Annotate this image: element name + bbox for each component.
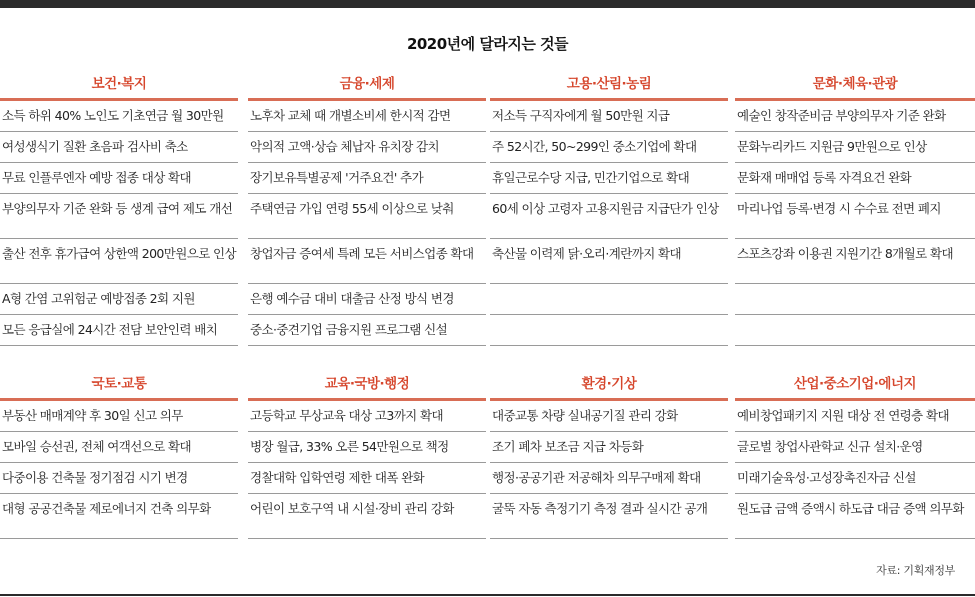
category-finance-tax — [248, 70, 486, 346]
list-item: 문화누리카드 지원금 9만원으로 인상 — [735, 132, 975, 163]
list-item: 은행 예수금 대비 대출금 산정 방식 변경 — [248, 284, 486, 315]
source-note: 자료: 기획재정부 — [876, 564, 955, 577]
list-item: 병장 월급, 33% 오른 54만원으로 책정 — [248, 432, 486, 463]
list-item: 원도급 금액 증액시 하도급 대금 증액 의무화 — [735, 494, 975, 539]
list-item: 조기 폐차 보조금 지급 차등화 — [490, 432, 728, 463]
list-item: 축산물 이력제 닭·오리·계란까지 확대 — [490, 239, 728, 284]
list-item: 주 52시간, 50~299인 중소기업에 확대 — [490, 132, 728, 163]
list-item: 부양의무자 기준 완화 등 생계 급여 제도 개선 — [0, 194, 238, 239]
list-item: 소득 하위 40% 노인도 기초연금 월 30만원 — [0, 101, 238, 132]
category-heading: 문화·체육·관광 — [735, 70, 975, 101]
category-heading: 교육·국방·행정 — [248, 370, 486, 401]
list-item: 장기보유특별공제 '거주요건' 추가 — [248, 163, 486, 194]
list-item: 경찰대학 입학연령 제한 대폭 완화 — [248, 463, 486, 494]
item-list — [0, 101, 238, 346]
list-item — [490, 315, 728, 346]
category-culture-sports-tourism — [735, 70, 975, 346]
page-title: 2020년에 달라지는 것들 — [406, 35, 569, 53]
list-item: 예술인 창작준비금 부양의무자 기준 완화 — [735, 101, 975, 132]
category-heading: 금융·세제 — [248, 70, 486, 101]
category-education-defense-administration — [248, 370, 486, 539]
list-item: 중소·중견기업 금융지원 프로그램 신설 — [248, 315, 486, 346]
list-item: 주택연금 가입 연령 55세 이상으로 낮춰 — [248, 194, 486, 239]
list-item: 출산 전후 휴가급여 상한액 200만원으로 인상 — [0, 239, 238, 284]
list-item: 휴일근로수당 지급, 민간기업으로 확대 — [490, 163, 728, 194]
item-list — [0, 401, 238, 539]
list-item: 모든 응급실에 24시간 전담 보안인력 배치 — [0, 315, 238, 346]
list-item: 굴뚝 자동 측정기기 측정 결과 실시간 공개 — [490, 494, 728, 539]
list-item: 고등학교 무상교육 대상 고3까지 확대 — [248, 401, 486, 432]
category-industry-sme-energy — [735, 370, 975, 539]
list-item: 행정·공공기관 저공해차 의무구매제 확대 — [490, 463, 728, 494]
list-item — [490, 284, 728, 315]
category-heading: 국토·교통 — [0, 370, 238, 401]
item-list — [490, 101, 728, 346]
list-item: 저소득 구직자에게 월 50만원 지급 — [490, 101, 728, 132]
category-land-transport — [0, 370, 238, 539]
list-item — [735, 284, 975, 315]
list-item: 부동산 매매계약 후 30일 신고 의무 — [0, 401, 238, 432]
list-item: 대형 공공건축물 제로에너지 건축 의무화 — [0, 494, 238, 539]
list-item: 미래기술육성·고성장촉진자금 신설 — [735, 463, 975, 494]
category-heading: 환경·기상 — [490, 370, 728, 401]
item-list — [248, 101, 486, 346]
bottom-rule — [0, 594, 975, 596]
category-health-welfare — [0, 70, 238, 346]
list-item: 대중교통 차량 실내공기질 관리 강화 — [490, 401, 728, 432]
top-bar — [0, 0, 975, 8]
list-item: A형 간염 고위험군 예방접종 2회 지원 — [0, 284, 238, 315]
list-item: 노후차 교체 때 개별소비세 한시적 감면 — [248, 101, 486, 132]
list-item: 예비창업패키지 지원 대상 전 연령층 확대 — [735, 401, 975, 432]
list-item: 무료 인플루엔자 예방 접종 대상 확대 — [0, 163, 238, 194]
category-environment-weather — [490, 370, 728, 539]
list-item: 문화재 매매업 등록 자격요건 완화 — [735, 163, 975, 194]
list-item: 모바일 승선권, 전체 여객선으로 확대 — [0, 432, 238, 463]
list-item — [735, 315, 975, 346]
list-item: 악의적 고액·상습 체납자 유치장 감치 — [248, 132, 486, 163]
item-list — [490, 401, 728, 539]
list-item: 스포츠강좌 이용권 지원기간 8개월로 확대 — [735, 239, 975, 284]
list-item: 다중이용 건축물 정기점검 시기 변경 — [0, 463, 238, 494]
item-list — [248, 401, 486, 539]
category-heading: 고용·산림·농림 — [490, 70, 728, 101]
list-item: 어린이 보호구역 내 시설·장비 관리 강화 — [248, 494, 486, 539]
category-heading: 보건·복지 — [0, 70, 238, 101]
list-item: 60세 이상 고령자 고용지원금 지급단가 인상 — [490, 194, 728, 239]
list-item: 여성생식기 질환 초음파 검사비 축소 — [0, 132, 238, 163]
list-item: 글로벌 창업사관학교 신규 설치·운영 — [735, 432, 975, 463]
category-heading: 산업·중소기업·에너지 — [735, 370, 975, 401]
category-employment-forestry-agriculture — [490, 70, 728, 346]
item-list — [735, 101, 975, 346]
list-item: 마리나업 등록·변경 시 수수료 전면 폐지 — [735, 194, 975, 239]
list-item: 창업자금 증여세 특례 모든 서비스업종 확대 — [248, 239, 486, 284]
item-list — [735, 401, 975, 539]
